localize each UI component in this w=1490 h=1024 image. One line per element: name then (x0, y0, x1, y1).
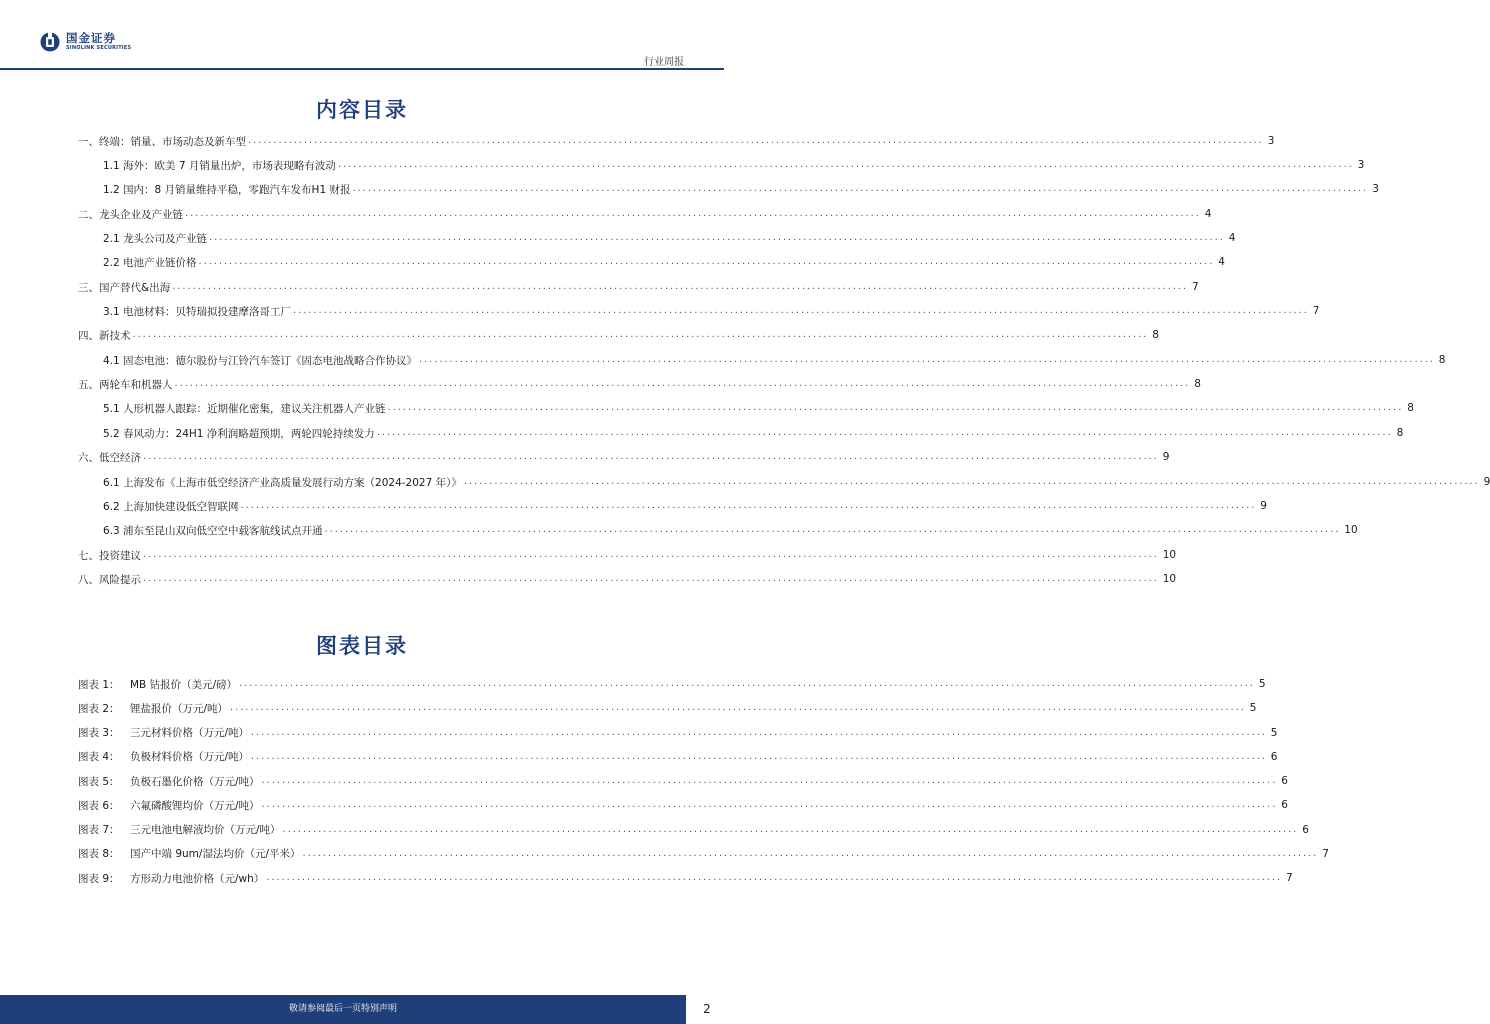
figure-number: 图表 6： (78, 799, 120, 812)
dot-leader: ........................................................................................................................................................................................................ (261, 799, 1278, 811)
figure-number: 图表 2： (78, 702, 120, 715)
figure-page: 5 (1249, 702, 1257, 715)
toc-entry-page: 4 (1218, 256, 1225, 268)
toc-entry-label: 4.1 固态电池：德尔股份与江铃汽车签订《固态电池战略合作协议》 (103, 354, 418, 367)
toc-entry-page: 9 (1162, 451, 1170, 463)
toc-entry-label: 1.1 海外：欧美 7 月销量出炉，市场表现略有波动 (103, 159, 336, 172)
toc-entry-label: 5.2 春风动力：24H1 净利润略超预期，两轮四轮持续发力 (103, 427, 375, 440)
toc-entry-page: 8 (1396, 427, 1404, 439)
dot-leader: ........................................................................................................................................................................................................ (419, 354, 1435, 365)
figure-title: 锂盐报价（万元/吨） (130, 702, 229, 715)
toc-section-entry[interactable] (78, 327, 1159, 343)
dot-leader: ........................................................................................................................................................................................................ (172, 281, 1188, 292)
toc-subsection-entry[interactable] (103, 303, 1320, 319)
figure-page: 6 (1281, 799, 1288, 812)
toc-entry-page: 3 (1267, 135, 1275, 147)
page-footer (0, 995, 724, 1024)
toc-entry-page: 9 (1260, 500, 1267, 512)
figures-title: 图表目录 (316, 634, 408, 658)
figure-entry[interactable] (78, 797, 1288, 813)
figure-number: 图表 4： (78, 751, 120, 764)
toc-entry-page: 3 (1357, 159, 1365, 171)
toc-entry-page: 7 (1312, 305, 1320, 317)
figure-page: 6 (1302, 823, 1309, 836)
toc-entry-page: 4 (1228, 232, 1236, 244)
toc-entry-label: 6.1 上海发布《上海市低空经济产业高质量发展行动方案（2024-2027 年）》 (103, 476, 462, 489)
toc-section-entry[interactable] (78, 571, 1177, 587)
toc-entry-page: 8 (1438, 354, 1446, 366)
dot-leader: ........................................................................................................................................................................................................ (463, 476, 1480, 487)
dot-leader: ........................................................................................................................................................................................................ (185, 208, 1201, 219)
dot-leader: ........................................................................................................................................................................................................ (209, 232, 1225, 243)
figure-entry[interactable] (78, 870, 1293, 886)
dot-leader: ........................................................................................................................................................................................................ (376, 427, 1393, 438)
toc-entry-label: 6.3 浦东至昆山双向低空空中载客航线试点开通 (103, 524, 323, 537)
toc-entry-page: 8 (1152, 329, 1159, 341)
dot-leader: ........................................................................................................................................................................................................ (261, 775, 1278, 786)
figure-page: 7 (1286, 872, 1293, 884)
dot-leader: ........................................................................................................................................................................................................ (324, 524, 1341, 535)
toc-entry-label: 三、国产替代&出海 (78, 281, 171, 294)
toc-subsection-entry[interactable] (103, 498, 1267, 514)
toc-entry-label: 2.2 电池产业链价格 (103, 256, 197, 269)
figure-entry[interactable] (78, 676, 1266, 692)
brand-logo (40, 30, 131, 54)
toc-section-entry[interactable] (78, 133, 1275, 149)
toc-title: 内容目录 (316, 98, 408, 122)
dot-leader: ........................................................................................................................................................................................................ (293, 305, 1309, 316)
dot-leader: ........................................................................................................................................................................................................ (174, 378, 1191, 389)
toc-entry-page: 7 (1191, 281, 1199, 293)
figure-entry[interactable] (78, 749, 1278, 765)
toc-entry-page: 10 (1162, 549, 1177, 561)
figure-title: MB 钴报价（美元/磅） (130, 678, 238, 691)
toc-section-entry[interactable] (78, 449, 1170, 465)
toc-entry-page: 10 (1344, 524, 1358, 536)
toc-entry-page: 8 (1407, 402, 1414, 414)
toc-entry-label: 5.1 人形机器人跟踪：近期催化密集，建议关注机器人产业链 (103, 402, 386, 415)
figure-page: 6 (1281, 775, 1288, 787)
toc-entry-label: 1.2 国内：8 月销量维持平稳，零跑汽车发布H1 财报 (103, 183, 351, 196)
figure-title: 三元材料价格（万元/吨） (130, 727, 250, 739)
toc-subsection-entry[interactable] (103, 474, 1490, 490)
footer-notice: 敬请参阅最后一页特别声明 (288, 1004, 397, 1014)
dot-leader: ........................................................................................................................................................................................................ (132, 329, 1149, 340)
figure-title: 负极材料价格（万元/吨） (130, 751, 250, 764)
dot-leader: ........................................................................................................................................................................................................ (352, 183, 1369, 194)
dot-leader: ........................................................................................................................................................................................................ (282, 823, 1299, 835)
report-type-label: 行业周报 (644, 57, 684, 68)
dot-leader: ........................................................................................................................................................................................................ (302, 847, 1319, 859)
figure-entry[interactable] (78, 822, 1309, 838)
figure-page: 7 (1322, 847, 1329, 860)
dot-leader: ........................................................................................................................................................................................................ (387, 402, 1404, 413)
toc-subsection-entry[interactable] (103, 254, 1225, 270)
toc-entry-label: 3.1 电池材料：贝特瑞拟投建摩洛哥工厂 (103, 305, 292, 318)
page-header (0, 0, 724, 68)
figure-page: 5 (1270, 726, 1278, 739)
figure-number: 图表 3： (78, 727, 120, 739)
toc-section-entry[interactable] (78, 206, 1212, 222)
dot-leader: ........................................................................................................................................................................................................ (230, 702, 1246, 714)
figure-title: 六氟磷酸锂均价（万元/吨） (130, 799, 260, 812)
dot-leader: ........................................................................................................................................................................................................ (143, 573, 1159, 584)
dot-leader: ........................................................................................................................................................................................................ (337, 159, 1354, 170)
toc-entry-page: 9 (1483, 476, 1490, 488)
toc-subsection-entry[interactable] (103, 157, 1365, 173)
toc-subsection-entry[interactable] (103, 400, 1414, 416)
toc-section-entry[interactable] (78, 376, 1201, 392)
toc-entry-label: 五、两轮车和机器人 (78, 378, 173, 391)
figure-title: 负极石墨化价格（万元/吨） (130, 775, 260, 788)
toc-entry-label: 八、风险提示 (78, 573, 141, 586)
toc-subsection-entry[interactable] (103, 352, 1446, 368)
toc-entry-label: 一、终端：销量、市场动态及新车型 (78, 135, 246, 148)
logo-icon (40, 32, 60, 52)
figure-number: 图表 9： (78, 872, 120, 885)
toc-subsection-entry[interactable] (103, 181, 1379, 197)
dot-leader: ........................................................................................................................................................................................................ (251, 726, 1267, 738)
figure-page: 5 (1258, 678, 1266, 690)
toc-entry-label: 2.1 龙头公司及产业链 (103, 232, 208, 245)
toc-subsection-entry[interactable] (103, 230, 1236, 246)
figure-number: 图表 5： (78, 775, 120, 788)
dot-leader: ........................................................................................................................................................................................................ (266, 872, 1283, 883)
toc-entry-label: 6.2 上海加快建设低空智联网 (103, 500, 239, 513)
figure-title: 方形动力电池价格（元/wh） (130, 872, 265, 885)
figure-entry[interactable] (78, 773, 1288, 789)
figure-entry[interactable] (78, 700, 1257, 716)
figure-entry[interactable] (78, 725, 1278, 741)
figure-title: 三元电池电解液均价（万元/吨） (130, 824, 281, 836)
dot-leader: ........................................................................................................................................................................................................ (240, 500, 1257, 511)
dot-leader: ........................................................................................................................................................................................................ (251, 750, 1267, 762)
figure-title: 国产中端 9um/湿法均价（元/平米） (130, 848, 301, 861)
toc-subsection-entry[interactable] (103, 425, 1404, 441)
figure-number: 图表 7： (78, 824, 120, 836)
toc-section-entry[interactable] (78, 279, 1199, 295)
figure-page: 6 (1270, 750, 1278, 763)
toc-section-entry[interactable] (78, 547, 1177, 563)
toc-entry-page: 8 (1194, 378, 1201, 390)
dot-leader: ........................................................................................................................................................................................................ (239, 678, 1255, 689)
figure-number: 图表 1： (78, 678, 120, 691)
figure-entry[interactable] (78, 846, 1329, 862)
toc-entry-label: 四、新技术 (78, 329, 131, 342)
toc-entry-page: 10 (1162, 573, 1177, 585)
toc-entry-label: 七、投资建议 (78, 549, 141, 562)
dot-leader: ........................................................................................................................................................................................................ (143, 451, 1159, 462)
toc-entry-label: 六、低空经济 (78, 451, 141, 464)
toc-entry-label: 二、龙头企业及产业链 (78, 208, 183, 221)
toc-entry-page: 3 (1372, 183, 1379, 195)
dot-leader: ........................................................................................................................................................................................................ (143, 549, 1159, 560)
page-number: 2 (703, 1002, 711, 1016)
toc-entry-page: 4 (1204, 208, 1212, 220)
dot-leader: ........................................................................................................................................................................................................ (198, 256, 1215, 267)
figure-number: 图表 8： (78, 848, 120, 861)
dot-leader: ........................................................................................................................................................................................................ (248, 135, 1264, 146)
brand-name-en: SINOLINK SECURITIES (66, 45, 132, 51)
brand-name-cn: 国金证券 (66, 31, 116, 45)
header-divider (0, 68, 724, 70)
toc-subsection-entry[interactable] (103, 522, 1358, 538)
